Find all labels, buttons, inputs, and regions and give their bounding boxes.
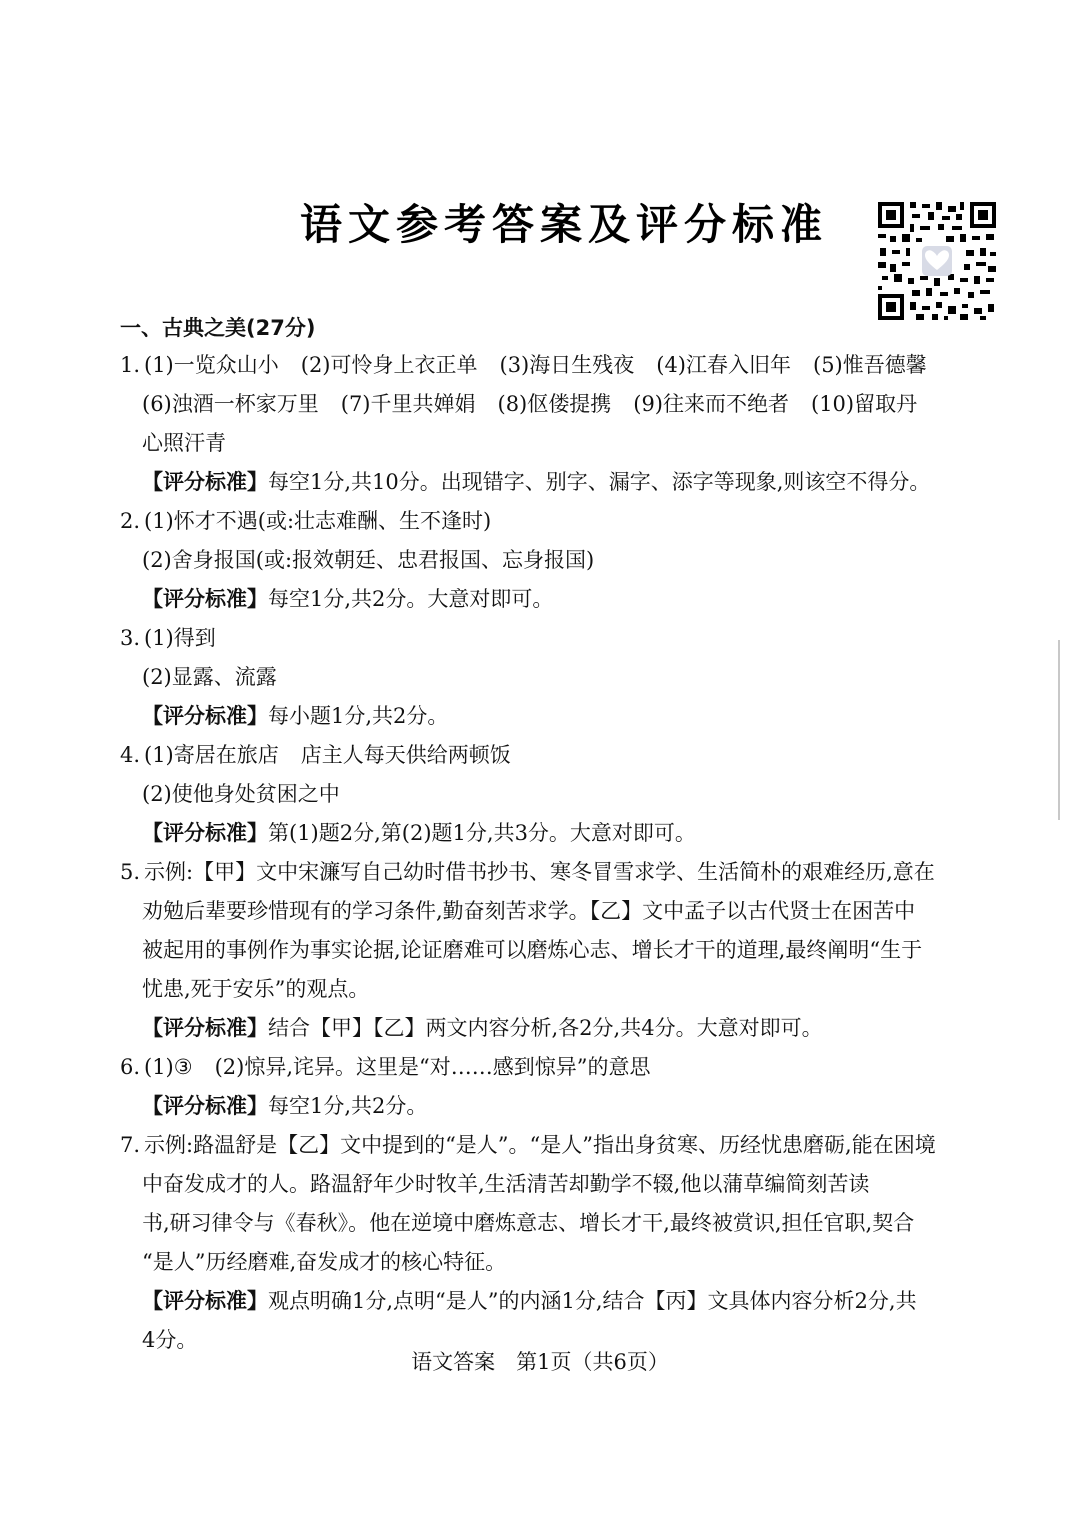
q3-criteria xyxy=(120,697,990,736)
section-heading: 一、古典之美(27分) xyxy=(120,316,316,340)
q6-criteria xyxy=(120,1087,990,1126)
question-number: 7. xyxy=(120,1133,141,1157)
answer-text: (1)③ xyxy=(144,1055,193,1079)
q1-item: (3)海日生残夜 xyxy=(499,353,635,377)
answer-text: (1)怀才不遇(或:壮志难酬、生不逢时) xyxy=(144,509,492,533)
q1-item: (8)伛偻提携 xyxy=(497,392,612,416)
criteria-text: 每小题1分,共2分。 xyxy=(268,704,449,728)
criteria-text: 第(1)题2分,第(2)题1分,共3分。大意对即可。 xyxy=(268,821,696,845)
question-number: 6. xyxy=(120,1055,141,1079)
question-number: 1. xyxy=(120,353,141,377)
answer-text: 店主人每天供给两顿饭 xyxy=(300,743,511,767)
scan-edge-mark xyxy=(1058,640,1060,820)
answer-text: (1)寄居在旅店 xyxy=(144,743,279,767)
q4-line-1 xyxy=(120,736,990,775)
q1-item: (4)江春入旧年 xyxy=(656,353,791,377)
q7-line-2: 中奋发成才的人。路温舒年少时牧羊,生活清苦却勤学不辍,他以蒲草编简刻苦读 xyxy=(142,1172,870,1196)
answer-content xyxy=(120,346,990,1360)
page-footer: 语文答案 第1页（共6页） xyxy=(411,1350,669,1374)
q1-item: (2)可怜身上衣正单 xyxy=(300,353,478,377)
q1-line-2 xyxy=(120,385,990,424)
answer-text: (2)惊异,诧异。这里是“对……感到惊异”的意思 xyxy=(214,1055,651,1079)
criteria-text: 观点明确1分,点明“是人”的内涵1分,结合【丙】文具体内容分析2分,共 xyxy=(268,1289,917,1313)
answer-text: (1)得到 xyxy=(144,626,216,650)
criteria-text: 每空1分,共10分。出现错字、别字、漏字、添字等现象,则该空不得分。 xyxy=(268,470,931,494)
criteria-label: 【评分标准】 xyxy=(142,1289,268,1313)
qr-code xyxy=(876,200,998,322)
q7-criteria xyxy=(120,1282,990,1321)
q3-line-2: (2)显露、流露 xyxy=(142,665,277,689)
criteria-text: 每空1分,共2分。大意对即可。 xyxy=(268,587,554,611)
question-number: 4. xyxy=(120,743,141,767)
q4-line-2: (2)使他身处贫困之中 xyxy=(142,782,340,806)
q7-line-4: “是人”历经磨难,奋发成才的核心特征。 xyxy=(142,1250,507,1274)
q5-line-3: 被起用的事例作为事实论据,论证磨难可以磨炼心志、增长才干的道理,最终阐明“生于 xyxy=(142,938,923,962)
q1-item: (5)惟吾德馨 xyxy=(813,353,927,377)
q1-item: (7)千里共婵娟 xyxy=(340,392,476,416)
q7-criteria-cont: 4分。 xyxy=(142,1328,198,1352)
criteria-label: 【评分标准】 xyxy=(142,821,268,845)
q3-line-1 xyxy=(120,619,990,658)
q1-item: (10)留取丹 xyxy=(811,392,918,416)
q5-line-4: 忧患,死于安乐”的观点。 xyxy=(142,977,370,1001)
answer-text: 示例:路温舒是【乙】文中提到的“是人”。“是人”指出身贫寒、历经忧患磨砺,能在困境 xyxy=(144,1133,936,1157)
q1-item: (1)一览众山小 xyxy=(144,353,279,377)
q7-line-3: 书,研习律令与《春秋》。他在逆境中磨炼意志、增长才干,最终被赏识,担任官职,契合 xyxy=(142,1211,915,1235)
q1-criteria xyxy=(120,463,990,502)
criteria-label: 【评分标准】 xyxy=(142,704,268,728)
q1-line-3: 心照汗青 xyxy=(142,431,226,455)
q2-line-2: (2)舍身报国(或:报效朝廷、忠君报国、忘身报国) xyxy=(142,548,595,572)
criteria-label: 【评分标准】 xyxy=(142,1094,268,1118)
q5-line-1 xyxy=(120,853,990,892)
page-title: 语文参考答案及评分标准 xyxy=(300,200,829,249)
criteria-text: 每空1分,共2分。 xyxy=(268,1094,428,1118)
q5-line-2: 劝勉后辈要珍惜现有的学习条件,勤奋刻苦求学。【乙】文中孟子以古代贤士在困苦中 xyxy=(142,899,916,923)
criteria-text: 结合【甲】【乙】两文内容分析,各2分,共4分。大意对即可。 xyxy=(268,1016,823,1040)
criteria-label: 【评分标准】 xyxy=(142,587,268,611)
q4-criteria xyxy=(120,814,990,853)
q2-criteria xyxy=(120,580,990,619)
question-number: 3. xyxy=(120,626,141,650)
q2-line-1 xyxy=(120,502,990,541)
answer-text: 示例:【甲】文中宋濂写自己幼时借书抄书、寒冬冒雪求学、生活简朴的艰难经历,意在 xyxy=(144,860,935,884)
q1-item: (6)浊酒一杯家万里 xyxy=(142,392,319,416)
criteria-label: 【评分标准】 xyxy=(142,1016,268,1040)
question-number: 2. xyxy=(120,509,141,533)
q7-line-1 xyxy=(120,1126,990,1165)
criteria-label: 【评分标准】 xyxy=(142,470,268,494)
q6-line-1 xyxy=(120,1048,990,1087)
q1-item: (9)往来而不绝者 xyxy=(633,392,789,416)
q1-line-1 xyxy=(120,346,990,385)
question-number: 5. xyxy=(120,860,141,884)
q5-criteria xyxy=(120,1009,990,1048)
